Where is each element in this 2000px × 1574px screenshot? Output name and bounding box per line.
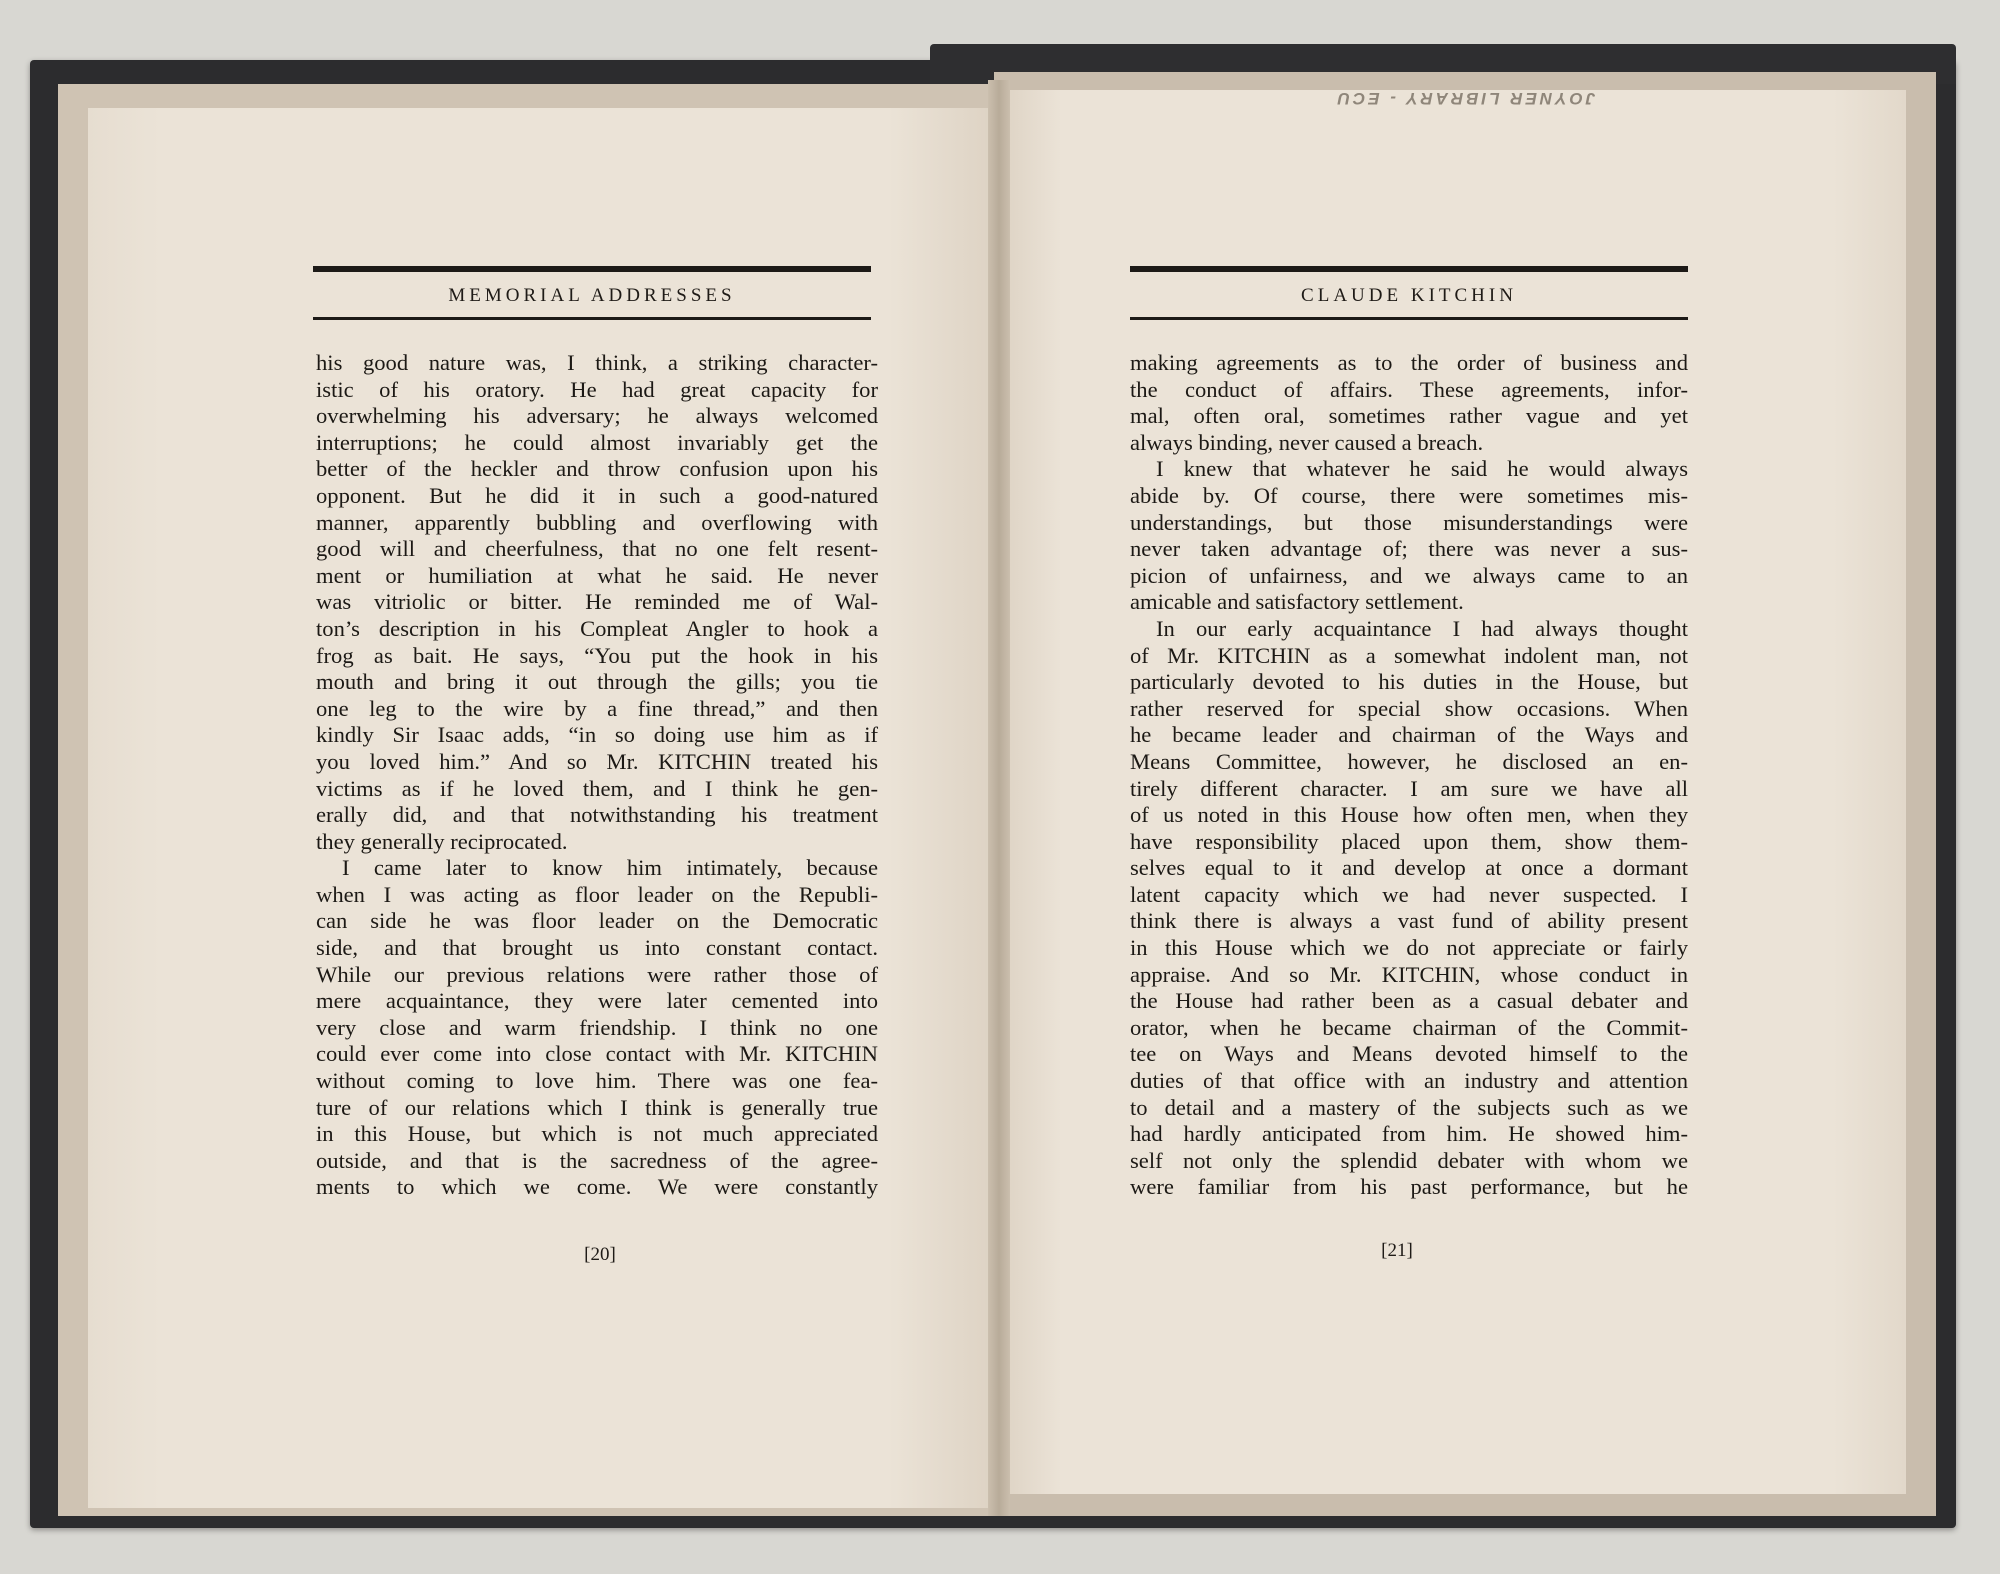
text-line: to detail and a mastery of the subjects such as we <box>1130 1094 1688 1120</box>
text-line: of Mr. KITCHIN as a somewhat indolent man, not <box>1130 642 1688 668</box>
text-line: the conduct of affairs. These agreements, infor- <box>1130 376 1688 402</box>
right-running-head-title: CLAUDE KITCHIN <box>1301 285 1517 306</box>
text-line: have responsibility placed upon them, show them- <box>1130 828 1688 854</box>
text-line: particularly devoted to his duties in the House, but <box>1130 669 1688 695</box>
text-line: rather reserved for special show occasions. When <box>1130 695 1688 721</box>
right-page-number: [21] <box>1381 1240 1413 1261</box>
text-line: In our early acquaintance I had always thought <box>1156 615 1688 641</box>
text-line: one leg to the wire by a fine thread,” and then <box>316 695 878 721</box>
text-line: orator, when he became chairman of the Commit- <box>1130 1014 1688 1040</box>
text-line: While our previous relations were rather those of <box>316 961 878 987</box>
book-gutter <box>988 80 1010 1516</box>
text-line: mouth and bring it out through the gills; you tie <box>316 669 878 695</box>
text-line: in this House which we do not appreciate or fairly <box>1130 935 1688 961</box>
left-body-text <box>316 350 878 1201</box>
header-rule-bottom <box>313 317 871 320</box>
left-running-header <box>313 266 871 320</box>
text-line: were familiar from his past performance, but he <box>1130 1174 1688 1200</box>
text-line: amicable and satisfactory settlement. <box>1130 589 1464 615</box>
text-line: understandings, but those misunderstandings were <box>1130 509 1688 535</box>
text-line: tee on Ways and Means devoted himself to the <box>1130 1041 1688 1067</box>
text-line: victims as if he loved them, and I think he gen- <box>316 775 878 801</box>
text-line: had hardly anticipated from him. He showed him- <box>1130 1121 1688 1147</box>
library-stamp: JOYNER LIBRARY - ECU <box>1334 89 1596 108</box>
text-line: never taken advantage of; there was never a sus- <box>1130 536 1688 562</box>
text-line: duties of that office with an industry and attention <box>1130 1068 1688 1094</box>
text-line: ture of our relations which I think is generally true <box>316 1094 878 1120</box>
text-line: istic of his oratory. He had great capacity for <box>316 376 878 402</box>
text-line: self not only the splendid debater with whom we <box>1130 1147 1688 1173</box>
text-line: always binding, never caused a breach. <box>1130 429 1484 455</box>
text-line: Means Committee, however, he disclosed an en- <box>1130 748 1688 774</box>
text-line: very close and warm friendship. I think no one <box>316 1014 878 1040</box>
text-line: his good nature was, I think, a striking character- <box>316 350 878 375</box>
text-line: when I was acting as floor leader on the Republi- <box>316 881 878 907</box>
text-line: I knew that whatever he said he would always <box>1156 456 1688 482</box>
text-line: abide by. Of course, there were sometimes mis- <box>1130 482 1688 508</box>
text-line: ments to which we come. We were constantly <box>316 1174 878 1200</box>
text-line: latent capacity which we had never suspected. I <box>1130 881 1688 907</box>
text-line: was vitriolic or bitter. He reminded me of Wal- <box>316 589 878 615</box>
text-line: kindly Sir Isaac adds, “in so doing use him as if <box>316 722 878 748</box>
header-rule-bottom <box>1130 317 1688 320</box>
right-running-header <box>1130 266 1688 320</box>
text-line: overwhelming his adversary; he always welcomed <box>316 403 878 429</box>
text-line: appraise. And so Mr. KITCHIN, whose conduct in <box>1130 961 1688 987</box>
text-line: frog as bait. He says, “You put the hook in his <box>316 642 878 668</box>
text-line: opponent. But he did it in such a good-natured <box>316 482 878 508</box>
text-line: mere acquaintance, they were later cemented into <box>316 988 878 1014</box>
text-line: of us noted in this House how often men, when they <box>1130 802 1688 828</box>
text-line: he became leader and chairman of the Ways and <box>1130 722 1688 748</box>
text-line: mal, often oral, sometimes rather vague and yet <box>1130 403 1688 429</box>
text-line: good will and cheerfulness, that no one felt resent- <box>316 536 878 562</box>
text-line: the House had rather been as a casual debater and <box>1130 988 1688 1014</box>
text-line: can side he was floor leader on the Democratic <box>316 908 878 934</box>
text-line: interruptions; he could almost invariably get the <box>316 429 878 455</box>
text-line: outside, and that is the sacredness of the agree- <box>316 1147 878 1173</box>
text-line: selves equal to it and develop at once a dormant <box>1130 855 1688 881</box>
text-line: picion of unfairness, and we always came to an <box>1130 562 1688 588</box>
text-line: without coming to love him. There was one fea- <box>316 1068 878 1094</box>
text-line: tirely different character. I am sure we have all <box>1130 775 1688 801</box>
text-line: think there is always a vast fund of ability present <box>1130 908 1688 934</box>
text-line: side, and that brought us into constant contact. <box>316 935 878 961</box>
text-line: ton’s description in his Compleat Angler to hook a <box>316 615 878 641</box>
text-line: erally did, and that notwithstanding his treatment <box>316 802 878 828</box>
left-page-number: [20] <box>584 1244 616 1265</box>
text-line: I came later to know him intimately, because <box>342 855 878 881</box>
text-line: manner, apparently bubbling and overflowing with <box>316 509 878 535</box>
text-line: could ever come into close contact with Mr. KITCHIN <box>316 1041 878 1067</box>
text-line: making agreements as to the order of business and <box>1130 350 1688 375</box>
right-body-text <box>1130 350 1688 1201</box>
text-line: you loved him.” And so Mr. KITCHIN treated his <box>316 748 878 774</box>
text-line: they generally reciprocated. <box>316 828 568 854</box>
text-line: in this House, but which is not much appreciated <box>316 1121 878 1147</box>
left-running-head-title: MEMORIAL ADDRESSES <box>448 285 736 306</box>
text-line: ment or humiliation at what he said. He never <box>316 562 878 588</box>
text-line: better of the heckler and throw confusion upon his <box>316 456 878 482</box>
